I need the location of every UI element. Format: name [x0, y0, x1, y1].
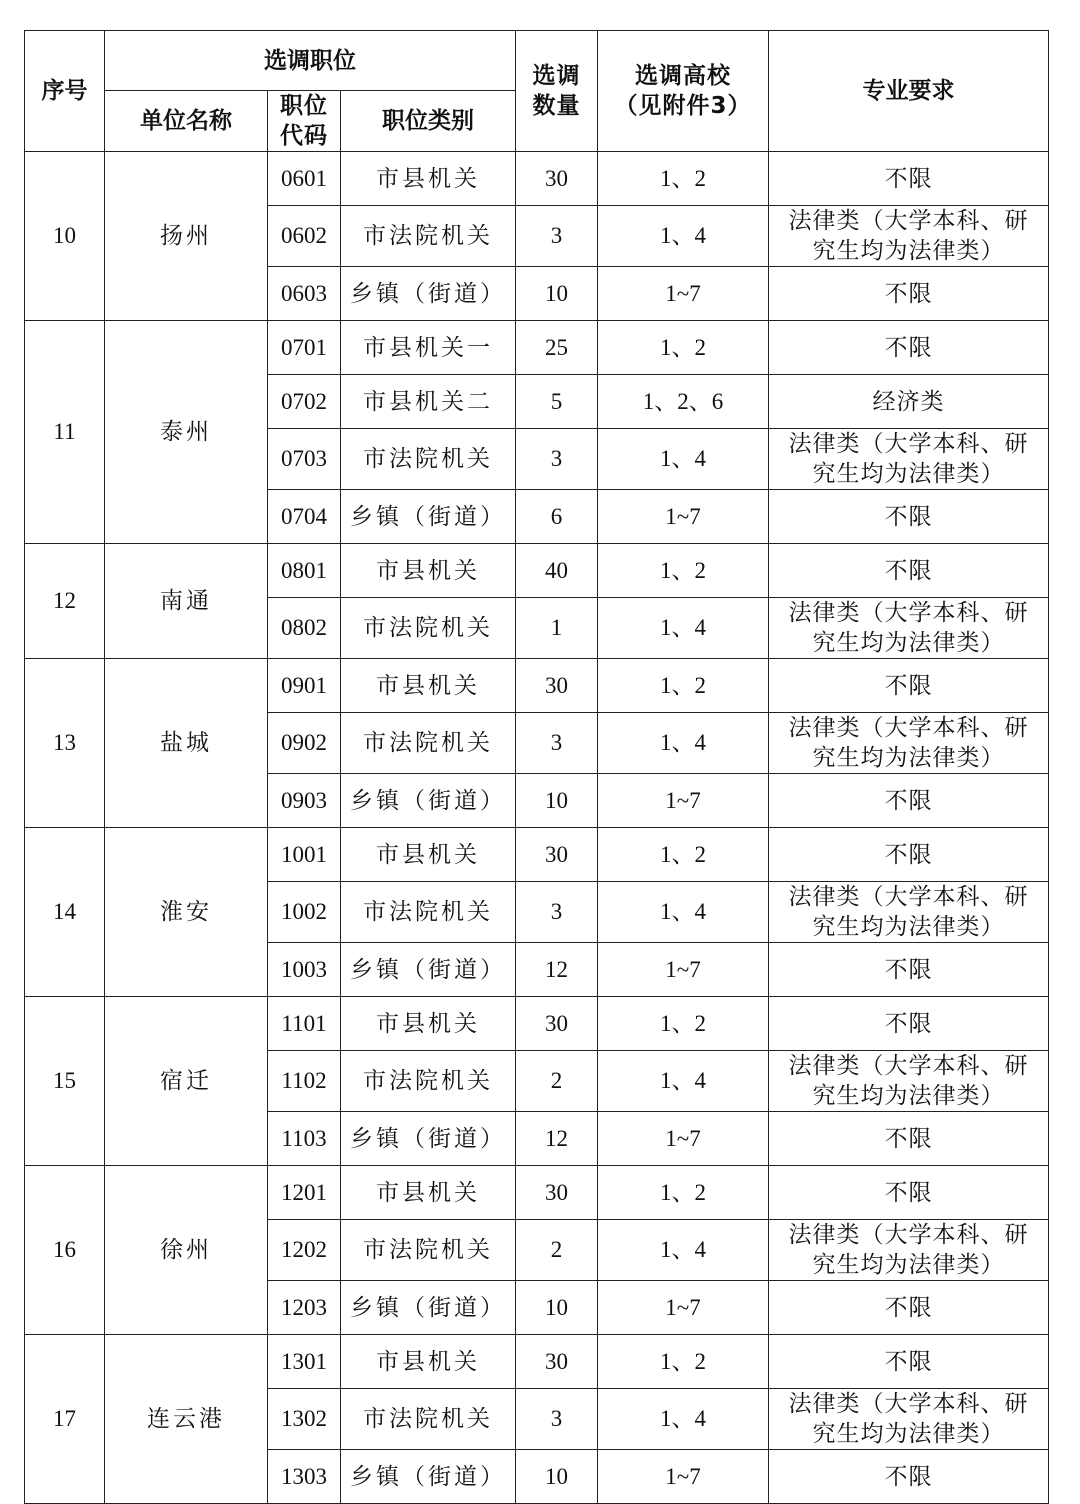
universities-cell: 1、4 — [598, 1220, 769, 1281]
position-type-cell: 市法院机关 — [341, 713, 516, 774]
unit-name-cell: 南通 — [105, 544, 268, 659]
major-text: 不限 — [884, 165, 933, 192]
major-cell — [769, 943, 1049, 997]
universities-cell: 1~7 — [598, 943, 769, 997]
quota-cell: 2 — [516, 1051, 598, 1112]
quota-cell: 3 — [516, 206, 598, 267]
major-cell — [769, 598, 1049, 659]
quota-cell: 3 — [516, 713, 598, 774]
table-row — [25, 321, 1049, 375]
major-text: 法律类（大学本科、研究生均为法律类） — [788, 600, 1029, 656]
quota-cell: 3 — [516, 429, 598, 490]
unit-name-cell: 扬州 — [105, 152, 268, 321]
universities-cell: 1~7 — [598, 1450, 769, 1504]
universities-cell: 1、2、6 — [598, 375, 769, 429]
group-index-cell: 17 — [25, 1335, 105, 1504]
quota-cell: 30 — [516, 997, 598, 1051]
position-code-cell: 1303 — [268, 1450, 341, 1504]
major-cell — [769, 1389, 1049, 1450]
quota-cell: 30 — [516, 659, 598, 713]
quota-cell: 10 — [516, 1281, 598, 1335]
position-type-cell: 市法院机关 — [341, 1389, 516, 1450]
quota-cell: 2 — [516, 1220, 598, 1281]
position-code-cell: 1302 — [268, 1389, 341, 1450]
position-code-cell: 1201 — [268, 1166, 341, 1220]
position-code-cell: 1301 — [268, 1335, 341, 1389]
position-code-cell: 1103 — [268, 1112, 341, 1166]
major-cell — [769, 321, 1049, 375]
position-code-cell: 0901 — [268, 659, 341, 713]
universities-cell: 1~7 — [598, 774, 769, 828]
quota-cell: 12 — [516, 1112, 598, 1166]
table-row — [25, 544, 1049, 598]
quota-cell: 5 — [516, 375, 598, 429]
universities-cell: 1、2 — [598, 544, 769, 598]
major-text: 不限 — [884, 1463, 933, 1490]
position-type-cell: 市县机关二 — [341, 375, 516, 429]
major-text: 法律类（大学本科、研究生均为法律类） — [788, 1391, 1029, 1447]
universities-cell: 1、4 — [598, 1389, 769, 1450]
position-code-cell: 1102 — [268, 1051, 341, 1112]
major-text: 不限 — [884, 557, 933, 584]
universities-cell: 1、4 — [598, 713, 769, 774]
group-index-cell: 10 — [25, 152, 105, 321]
major-text: 法律类（大学本科、研究生均为法律类） — [788, 1053, 1029, 1109]
major-cell — [769, 1335, 1049, 1389]
position-type-cell: 市法院机关 — [341, 429, 516, 490]
major-cell — [769, 375, 1049, 429]
quota-cell: 30 — [516, 1335, 598, 1389]
unit-name-cell: 宿迁 — [105, 997, 268, 1166]
major-text: 不限 — [884, 956, 933, 983]
header-index: 序号 — [25, 31, 105, 152]
position-code-cell: 0703 — [268, 429, 341, 490]
position-type-cell: 乡镇（街道） — [341, 1450, 516, 1504]
position-type-cell: 乡镇（街道） — [341, 1112, 516, 1166]
major-cell — [769, 1220, 1049, 1281]
header-quota-text: 选调数量 — [532, 63, 581, 119]
universities-cell: 1~7 — [598, 490, 769, 544]
major-text: 不限 — [884, 503, 933, 530]
major-text: 法律类（大学本科、研究生均为法律类） — [788, 431, 1029, 487]
position-code-cell: 0704 — [268, 490, 341, 544]
position-code-cell: 0601 — [268, 152, 341, 206]
table-row — [25, 152, 1049, 206]
universities-cell: 1、2 — [598, 152, 769, 206]
position-type-cell: 市县机关 — [341, 152, 516, 206]
quota-cell: 1 — [516, 598, 598, 659]
position-type-cell: 市法院机关 — [341, 882, 516, 943]
major-text: 不限 — [884, 1179, 933, 1206]
position-type-cell: 乡镇（街道） — [341, 774, 516, 828]
universities-cell: 1、2 — [598, 1166, 769, 1220]
position-code-cell: 0902 — [268, 713, 341, 774]
position-type-cell: 市县机关 — [341, 1335, 516, 1389]
unit-name-cell: 徐州 — [105, 1166, 268, 1335]
major-text: 法律类（大学本科、研究生均为法律类） — [788, 715, 1029, 771]
position-type-cell: 市县机关 — [341, 544, 516, 598]
universities-cell: 1、4 — [598, 598, 769, 659]
major-text: 经济类 — [872, 388, 945, 415]
universities-cell: 1、2 — [598, 321, 769, 375]
major-cell — [769, 1450, 1049, 1504]
major-cell — [769, 882, 1049, 943]
quota-cell: 30 — [516, 1166, 598, 1220]
position-type-cell: 市县机关 — [341, 659, 516, 713]
position-code-cell: 0903 — [268, 774, 341, 828]
major-cell — [769, 997, 1049, 1051]
header-position-code — [268, 91, 341, 152]
major-cell — [769, 429, 1049, 490]
position-code-cell: 1202 — [268, 1220, 341, 1281]
universities-cell: 1~7 — [598, 267, 769, 321]
major-cell — [769, 267, 1049, 321]
unit-name-cell: 泰州 — [105, 321, 268, 544]
major-cell — [769, 152, 1049, 206]
position-code-cell: 1001 — [268, 828, 341, 882]
major-text: 法律类（大学本科、研究生均为法律类） — [788, 208, 1029, 264]
quota-cell: 10 — [516, 1450, 598, 1504]
universities-cell: 1、2 — [598, 997, 769, 1051]
major-text: 不限 — [884, 1125, 933, 1152]
major-cell — [769, 1281, 1049, 1335]
header-universities-text: 选调高校（见附件3） — [614, 63, 752, 119]
quota-cell: 3 — [516, 1389, 598, 1450]
quota-cell: 10 — [516, 774, 598, 828]
major-text: 法律类（大学本科、研究生均为法律类） — [788, 884, 1029, 940]
position-type-cell: 乡镇（街道） — [341, 943, 516, 997]
position-code-cell: 0701 — [268, 321, 341, 375]
quota-cell: 40 — [516, 544, 598, 598]
position-type-cell: 市县机关 — [341, 1166, 516, 1220]
position-code-cell: 1203 — [268, 1281, 341, 1335]
major-cell — [769, 1051, 1049, 1112]
universities-cell: 1、4 — [598, 429, 769, 490]
major-text: 不限 — [884, 841, 933, 868]
unit-name-cell: 连云港 — [105, 1335, 268, 1504]
universities-cell: 1、4 — [598, 1051, 769, 1112]
group-index-cell: 15 — [25, 997, 105, 1166]
major-text: 不限 — [884, 280, 933, 307]
table-row — [25, 828, 1049, 882]
major-text: 不限 — [884, 1294, 933, 1321]
position-code-cell: 0702 — [268, 375, 341, 429]
position-type-cell: 市法院机关 — [341, 1051, 516, 1112]
quota-cell: 30 — [516, 828, 598, 882]
header-position-group: 选调职位 — [105, 31, 516, 91]
universities-cell: 1、2 — [598, 1335, 769, 1389]
major-text: 不限 — [884, 334, 933, 361]
universities-cell: 1~7 — [598, 1112, 769, 1166]
group-index-cell: 11 — [25, 321, 105, 544]
group-index-cell: 14 — [25, 828, 105, 997]
universities-cell: 1、2 — [598, 659, 769, 713]
position-type-cell: 市县机关 — [341, 997, 516, 1051]
quota-cell: 25 — [516, 321, 598, 375]
position-code-cell: 0801 — [268, 544, 341, 598]
group-index-cell: 16 — [25, 1166, 105, 1335]
table-row — [25, 1166, 1049, 1220]
major-cell — [769, 1166, 1049, 1220]
quota-cell: 30 — [516, 152, 598, 206]
unit-name-cell: 盐城 — [105, 659, 268, 828]
header-universities — [598, 31, 769, 152]
table-row — [25, 659, 1049, 713]
recruitment-table — [24, 30, 1049, 1504]
position-code-cell: 1003 — [268, 943, 341, 997]
major-text: 不限 — [884, 1348, 933, 1375]
major-cell — [769, 1112, 1049, 1166]
position-code-cell: 1101 — [268, 997, 341, 1051]
universities-cell: 1、2 — [598, 828, 769, 882]
header-quota — [516, 31, 598, 152]
universities-cell: 1、4 — [598, 206, 769, 267]
position-type-cell: 乡镇（街道） — [341, 490, 516, 544]
position-code-cell: 0602 — [268, 206, 341, 267]
position-code-cell: 0603 — [268, 267, 341, 321]
group-index-cell: 13 — [25, 659, 105, 828]
major-cell — [769, 490, 1049, 544]
position-type-cell: 市法院机关 — [341, 598, 516, 659]
quota-cell: 12 — [516, 943, 598, 997]
major-text: 不限 — [884, 672, 933, 699]
major-cell — [769, 206, 1049, 267]
header-unit-name: 单位名称 — [105, 91, 268, 152]
position-type-cell: 市法院机关 — [341, 206, 516, 267]
position-type-cell: 市法院机关 — [341, 1220, 516, 1281]
universities-cell: 1~7 — [598, 1281, 769, 1335]
group-index-cell: 12 — [25, 544, 105, 659]
position-type-cell: 乡镇（街道） — [341, 267, 516, 321]
position-code-cell: 1002 — [268, 882, 341, 943]
major-cell — [769, 659, 1049, 713]
universities-cell: 1、4 — [598, 882, 769, 943]
major-cell — [769, 774, 1049, 828]
table-row — [25, 997, 1049, 1051]
unit-name-cell: 淮安 — [105, 828, 268, 997]
major-text: 法律类（大学本科、研究生均为法律类） — [788, 1222, 1029, 1278]
header-major: 专业要求 — [769, 31, 1049, 152]
position-type-cell: 市县机关 — [341, 828, 516, 882]
major-cell — [769, 828, 1049, 882]
table-body — [25, 152, 1049, 1504]
quota-cell: 6 — [516, 490, 598, 544]
major-text: 不限 — [884, 787, 933, 814]
quota-cell: 3 — [516, 882, 598, 943]
major-cell — [769, 544, 1049, 598]
position-type-cell: 乡镇（街道） — [341, 1281, 516, 1335]
position-code-cell: 0802 — [268, 598, 341, 659]
header-position-type: 职位类别 — [341, 91, 516, 152]
header-position-code-text: 职位代码 — [280, 93, 328, 149]
table-row — [25, 1335, 1049, 1389]
quota-cell: 10 — [516, 267, 598, 321]
major-text: 不限 — [884, 1010, 933, 1037]
position-type-cell: 市县机关一 — [341, 321, 516, 375]
major-cell — [769, 713, 1049, 774]
